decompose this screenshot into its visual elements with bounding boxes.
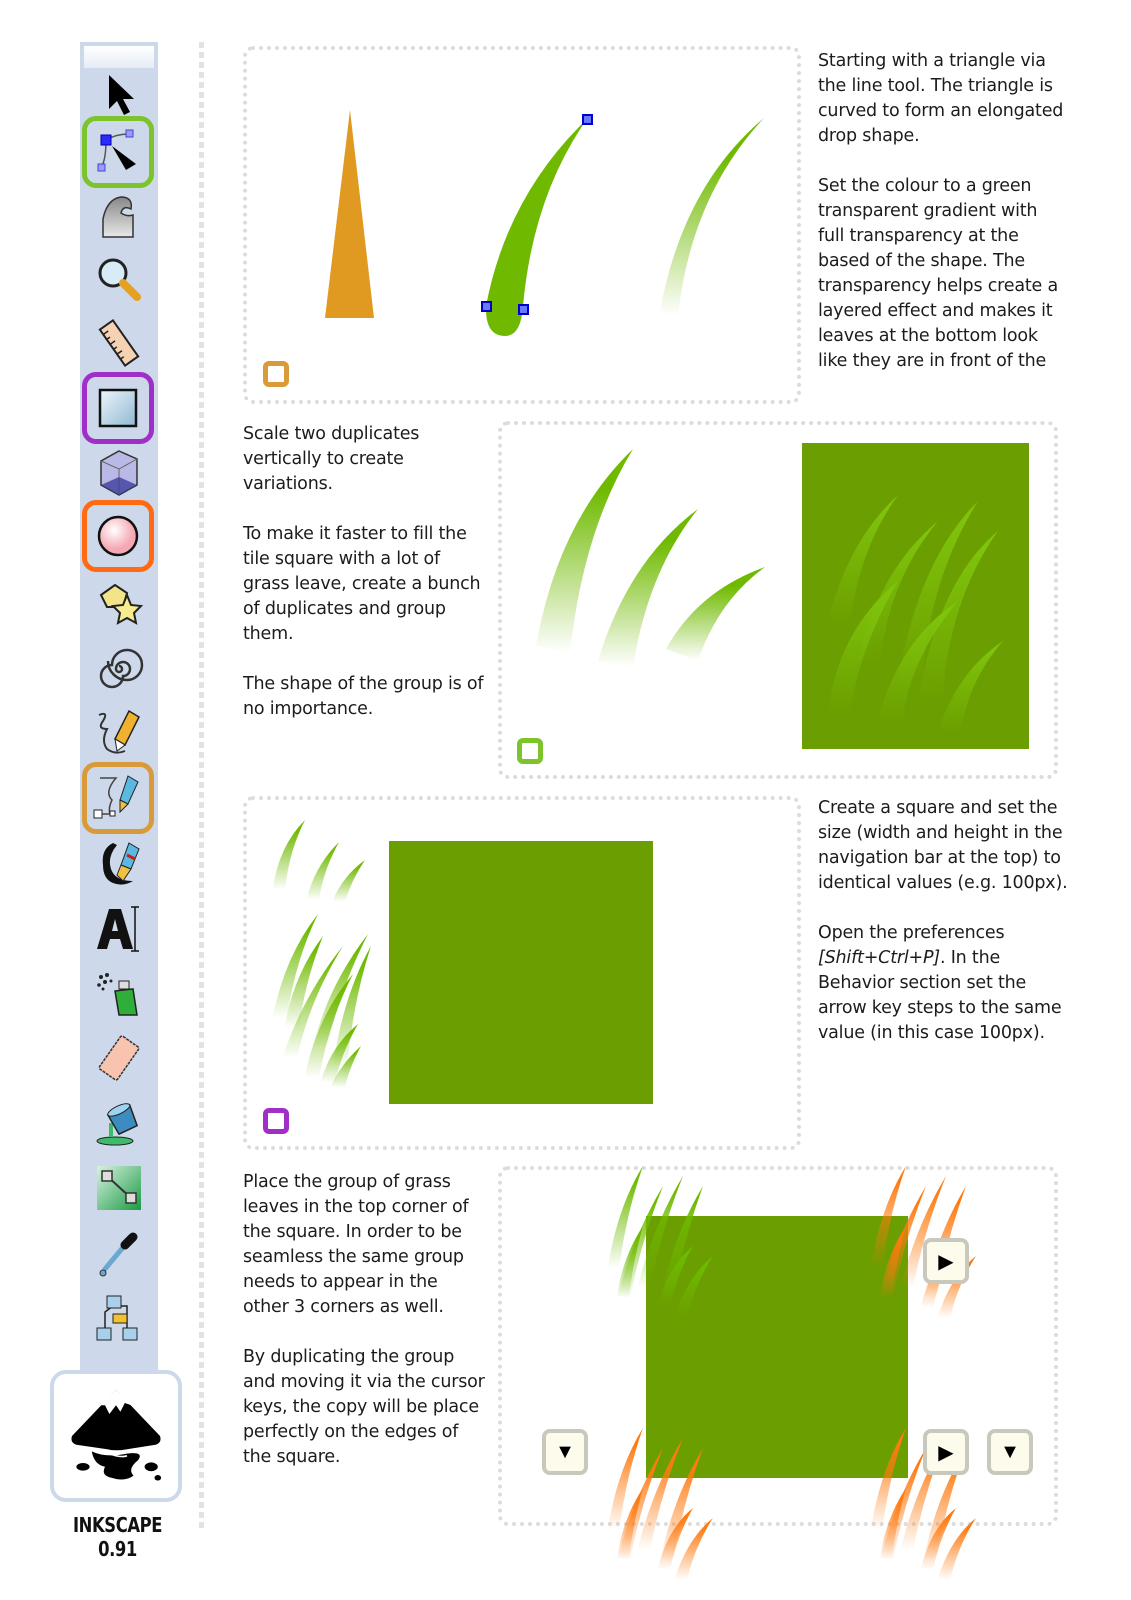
step-3-marker-rectangle-tool bbox=[263, 1108, 289, 1134]
star-polygon-icon bbox=[93, 577, 145, 629]
orange-triangle bbox=[325, 110, 374, 318]
text-icon bbox=[93, 903, 145, 955]
eraser-icon bbox=[93, 1032, 145, 1084]
step-3-text bbox=[818, 796, 1068, 1046]
gradient-icon bbox=[93, 1162, 145, 1214]
spray-icon bbox=[93, 967, 145, 1019]
right-arrow-key bbox=[923, 1238, 969, 1284]
pencil-icon bbox=[93, 707, 145, 759]
step-4-text bbox=[243, 1170, 488, 1470]
dropper-tool[interactable] bbox=[84, 1222, 154, 1284]
step-1-paragraph: Starting with a triangle via the line tool. The triangle is curved to form an elongated drop shape. bbox=[818, 51, 1064, 146]
arrow-pointer-icon bbox=[93, 69, 145, 121]
rectangle-icon bbox=[92, 382, 144, 434]
right-arrow-icon: ▶ bbox=[938, 1441, 954, 1464]
gradient-leaf bbox=[660, 118, 764, 316]
text-tool[interactable] bbox=[84, 898, 154, 960]
step-2-paragraph: The shape of the group is of no importance. bbox=[243, 674, 484, 719]
tile-square bbox=[389, 841, 653, 1104]
pen-tool[interactable] bbox=[82, 762, 154, 834]
zoom-tool[interactable] bbox=[84, 248, 154, 310]
eraser-tool[interactable] bbox=[84, 1027, 154, 1089]
step-2-shapes bbox=[498, 421, 1058, 779]
node-tool[interactable] bbox=[82, 116, 154, 188]
spiral-tool[interactable] bbox=[84, 638, 154, 700]
calligraphy-tool[interactable] bbox=[84, 834, 154, 896]
step-1-shapes bbox=[243, 46, 801, 404]
pencil-tool[interactable] bbox=[84, 702, 154, 764]
down-arrow-icon: ▼ bbox=[1000, 1440, 1020, 1463]
step-2-marker-node-tool bbox=[517, 738, 543, 764]
ruler-icon bbox=[93, 317, 145, 369]
inkscape-logo bbox=[50, 1370, 182, 1502]
bezier-pen-icon bbox=[92, 772, 144, 824]
paint-bucket-icon bbox=[93, 1097, 145, 1149]
gradient-tool[interactable] bbox=[84, 1157, 154, 1219]
down-arrow-icon: ▼ bbox=[555, 1440, 575, 1463]
step-2-paragraph: Scale two duplicates vertically to create variations. bbox=[243, 424, 420, 494]
connector-icon bbox=[93, 1292, 145, 1344]
3d-box-tool[interactable] bbox=[84, 442, 154, 504]
star-tool[interactable] bbox=[84, 572, 154, 634]
shortcut-text: [Shift+Ctrl+P] bbox=[818, 948, 940, 968]
down-arrow-key bbox=[542, 1429, 588, 1475]
inkscape-toolbox bbox=[80, 42, 158, 1382]
app-version-label: INKSCAPE 0.91 bbox=[72, 1513, 163, 1561]
tweak-tool[interactable] bbox=[84, 184, 154, 246]
text-fragment: Open the preferences bbox=[818, 923, 1005, 943]
ellipse-tool[interactable] bbox=[82, 500, 154, 572]
inkscape-mountain-icon bbox=[61, 1381, 171, 1491]
curved-leaf bbox=[486, 119, 587, 336]
step-2-paragraph: To make it faster to fill the tile square with a lot of grass leave, create a bunch of duplicates and group them. bbox=[243, 524, 481, 644]
step-4-paragraph: Place the group of grass leaves in the top corner of the square. In order to be seamless the same group needs to appear in the other 3 corners as well. bbox=[243, 1172, 469, 1317]
tweak-wave-icon bbox=[93, 189, 145, 241]
text-fragment: . In the Behavior section set the arrow key steps to the same value (in this case 100px). bbox=[818, 948, 1062, 1043]
step-1-paragraph: Set the colour to a green transparent gradient with full transparency at the based of the shape. The transparency helps create a layered effect and makes it leaves at the bottom look like they are in front of the bbox=[818, 176, 1058, 371]
grass-leaf-group bbox=[273, 914, 371, 1088]
circle-icon bbox=[92, 510, 144, 562]
right-arrow-icon: ▶ bbox=[938, 1250, 954, 1273]
node-handle[interactable] bbox=[519, 305, 528, 314]
connector-tool[interactable] bbox=[84, 1287, 154, 1349]
spray-tool[interactable] bbox=[84, 962, 154, 1024]
step-3-paragraph: Create a square and set the size (width and height in the navigation bar at the top) to identical values (e.g. 100px). bbox=[818, 798, 1068, 893]
right-arrow-key bbox=[923, 1429, 969, 1475]
grass-leaf bbox=[666, 567, 765, 661]
calligraphy-icon bbox=[93, 839, 145, 891]
down-arrow-key bbox=[987, 1429, 1033, 1475]
rectangle-tool[interactable] bbox=[82, 372, 154, 444]
paint-bucket-tool[interactable] bbox=[84, 1092, 154, 1154]
node-handle[interactable] bbox=[482, 302, 491, 311]
step-1-text bbox=[818, 49, 1068, 374]
divider bbox=[199, 42, 204, 1532]
measure-tool[interactable] bbox=[84, 312, 154, 374]
step-3-paragraph bbox=[818, 921, 1068, 1046]
3d-box-icon bbox=[93, 447, 145, 499]
magnifier-icon bbox=[93, 253, 145, 305]
step-4-paragraph: By duplicating the group and moving it via the cursor keys, the copy will be place perfectly on the edges of the square. bbox=[243, 1347, 485, 1467]
dropper-icon bbox=[93, 1227, 145, 1279]
node-edit-icon bbox=[92, 126, 144, 178]
spiral-icon bbox=[93, 643, 145, 695]
node-handle[interactable] bbox=[583, 115, 592, 124]
step-3-shapes bbox=[243, 796, 801, 1150]
step-2-text bbox=[243, 422, 488, 722]
step-1-marker-pen-tool bbox=[263, 361, 289, 387]
